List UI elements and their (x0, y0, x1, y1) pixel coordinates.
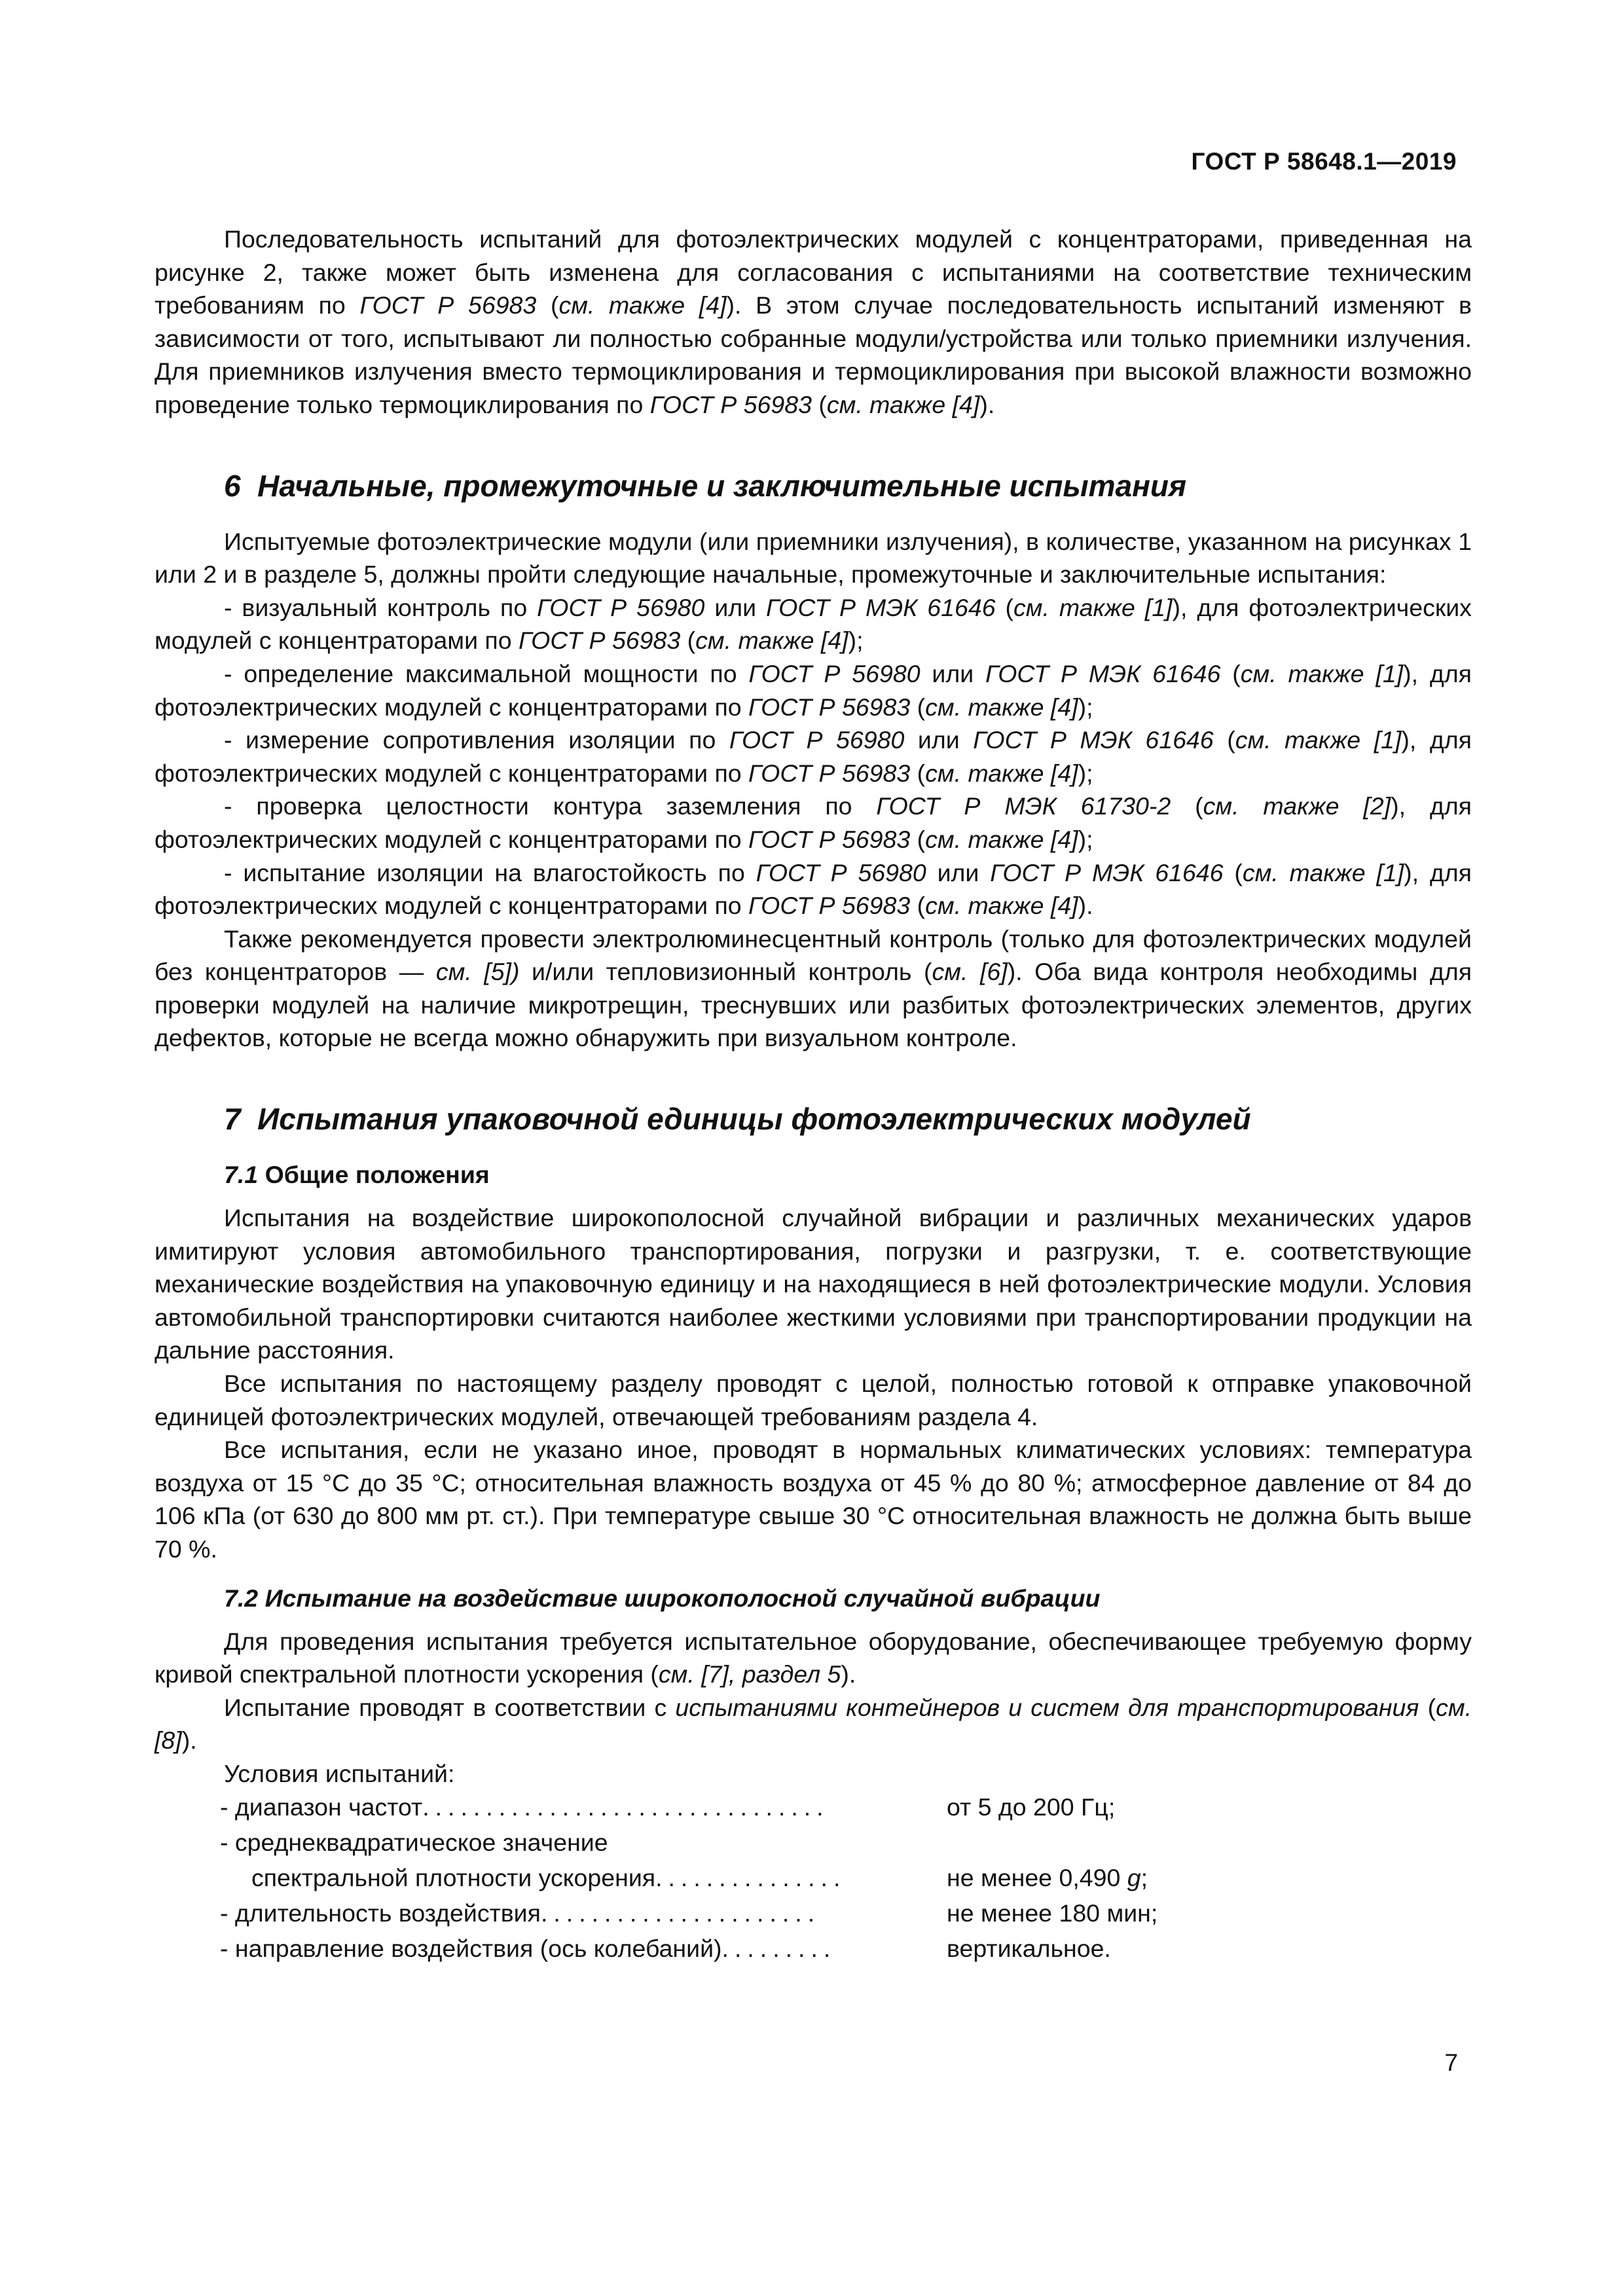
condition-row: - направление воздействия (ось колебаний) ......... вертикальное. (220, 1934, 1111, 1962)
section-6-heading: 6 Начальные, промежуточные и заключительные испытания (224, 468, 1187, 503)
document-id: ГОСТ Р 58648.1—2019 (1191, 148, 1457, 175)
condition-row: - среднеквадратическое значение (220, 1828, 608, 1856)
section-7-heading: 7 Испытания упаковочной единицы фотоэлектрических модулей (224, 1102, 1251, 1137)
list-item: - определение максимальной мощности по ГОСТ Р 56980 или ГОСТ Р МЭК 61646 (см. также [1]), для фотоэлектрических модулей с концентраторами по ГОСТ Р 56983 (см. также [4]); (155, 659, 1472, 721)
condition-row: - диапазон частот ................................ от 5 до 200 Гц; (220, 1793, 1116, 1821)
reference: см. также [4] (558, 291, 727, 319)
reference: ГОСТ Р 56983 (359, 291, 537, 319)
section-7-1-paragraph: Испытания на воздействие широкополосной случайной вибрации и различных механических ударов имитируют условия автомобильного транспортирования, погрузки и разгрузки, т. е. соответствующие механические воздействия на упаковочную единицу и на находящиеся в ней фотоэлектрические модули. Условия автомобильной транспортировки считаются наиболее жесткими условиями при транспортировании продукции на дальние расстояния. (155, 1204, 1472, 1364)
list-item: - испытание изоляции на влагостойкость по ГОСТ Р 56980 или ГОСТ Р МЭК 61646 (см. также [1]), для фотоэлектрических модулей с концентраторами по ГОСТ Р 56983 (см. также [4]). (155, 858, 1472, 920)
section-7-1-paragraph: Все испытания, если не указано иное, проводят в нормальных климатических условиях: температура воздуха от 15 °С до 35 °С; относительная влажность воздуха от 45 % до 80 %; атмосферное давление от 84 до 106 кПа (от 630 до 800 мм рт. ст.). При температуре свыше 30 °С относительная влажность не должна быть выше 70 %. (155, 1436, 1472, 1563)
subsection-7-1-heading: 7.1 Общие положения (224, 1161, 490, 1189)
condition-row: спектральной плотности ускорения ............... не менее 0,490 g; (251, 1863, 1148, 1891)
subsection-7-2-heading: 7.2 Испытание на воздействие широкополосной случайной вибрации (224, 1584, 1101, 1612)
section-6-paragraph: Испытуемые фотоэлектрические модули (или приемники излучения), в количестве, указанном на рисунках 1 или 2 и в разделе 5, должны пройти следующие начальные, промежуточные и заключительные испытания: (155, 527, 1472, 589)
section-7-2-paragraph: Для проведения испытания требуется испытательное оборудование, обеспечивающее требуемую форму кривой спектральной плотности ускорения (см. [7], раздел 5). (155, 1627, 1472, 1688)
section-7-1-paragraph: Все испытания по настоящему разделу проводят с целой, полностью готовой к отправке упаковочной единицей фотоэлектрических модулей, отвечающей требованиям раздела 4. (155, 1370, 1472, 1430)
section-6-paragraph: Также рекомендуется провести электролюминесцентный контроль (только для фотоэлектрических модулей без концентраторов — см. [5]) и/или тепловизионный контроль (см. [6]). Оба вида контроля необходимы для проверки модулей на наличие микротрещин, треснувших или разбитых фотоэлектрических элементов, других дефектов, которые не всегда можно обнаружить при визуальном контроле. (155, 924, 1472, 1052)
list-item: - проверка целостности контура заземления по ГОСТ Р МЭК 61730-2 (см. также [2]), для фотоэлектрических модулей с концентраторами по ГОСТ Р 56983 (см. также [4]); (155, 792, 1472, 853)
reference: ГОСТ Р 56983 (649, 390, 812, 418)
page-number: 7 (1444, 2049, 1458, 2076)
conditions-label: Условия испытаний: (224, 1759, 455, 1787)
list-item: - измерение сопротивления изоляции по ГОСТ Р 56980 или ГОСТ Р МЭК 61646 (см. также [1]), для фотоэлектрических модулей с концентраторами по ГОСТ Р 56983 (см. также [4]); (155, 726, 1472, 787)
list-item: - визуальный контроль по ГОСТ Р 56980 или ГОСТ Р МЭК 61646 (см. также [1]), для фотоэлектрических модулей с концентраторами по ГОСТ Р 56983 (см. также [4]); (155, 593, 1472, 655)
condition-row: - длительность воздействия ...................... не менее 180 мин; (220, 1899, 1158, 1927)
reference: см. также [4] (826, 390, 980, 418)
page-content (155, 223, 1472, 1967)
intro-paragraph: Последовательность испытаний для фотоэлектрических модулей с концентраторами, приведенная на рисунке 2, также может быть изменена для согласования с испытаниями на соответствие техническим требованиям по ГОСТ Р 56983 (см. также [4]). В этом случае последовательность испытаний изменяют в зависимости от того, испытывают ли полностью собранные модули/устройства или только приемники излучения. Для приемников излучения вместо термоциклирования и термоциклирования при высокой влажности возможно проведение только термоциклирования по ГОСТ Р 56983 (см. также [4]). (155, 225, 1472, 418)
section-7-2-paragraph: Испытание проводят в соответствии с испытаниями контейнеров и систем для транспортирования (см. [8]). (155, 1693, 1472, 1755)
